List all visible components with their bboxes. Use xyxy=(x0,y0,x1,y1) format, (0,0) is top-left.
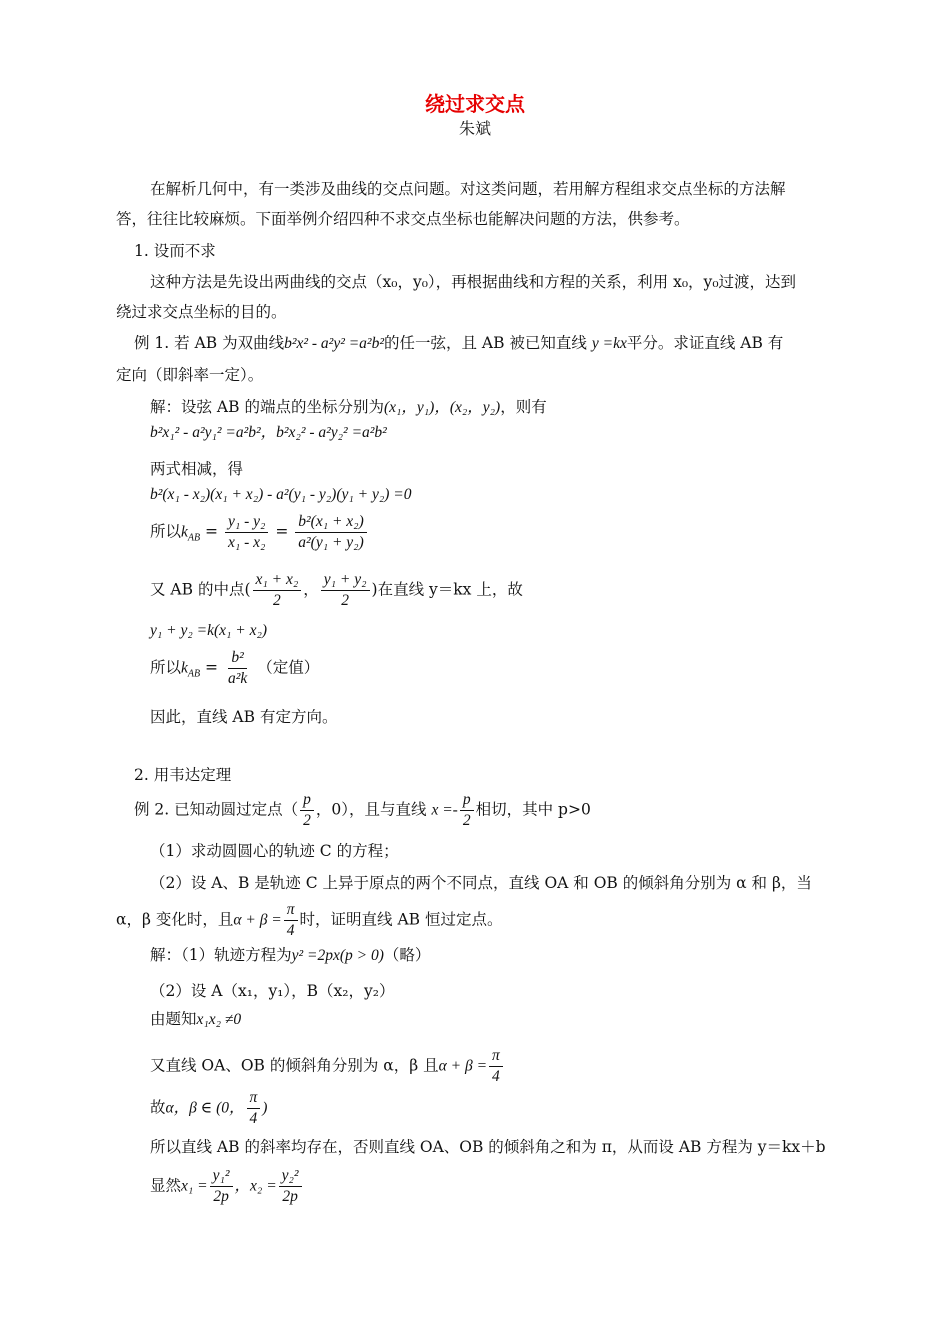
author: 朱斌 xyxy=(458,119,491,138)
solution-1-suffix: ，则有 xyxy=(500,398,547,416)
fraction-b2-over-a2: $\frac{\text{b²(x₁ + x₂)}}{\text{a²(y₁ + y₂)}}$ xyxy=(295,512,366,553)
example-1-mid: 的任一弦，且 AB 被已知直线 xyxy=(383,334,587,352)
example-1-continued: 定向（即斜率一定）。 xyxy=(116,366,264,384)
solution-2-angles: 又直线 OA、OB 的倾斜角分别为 α，β 且α + β = $\frac{\pi}{4}$ xyxy=(150,1046,505,1087)
example-2-statement: 例 2. 已知动圆过定点（ $\frac{p}{2}$ ，0），且与直线 x =- $\frac{p}{2}$ 相切，其中 p>0 xyxy=(134,791,591,829)
midpoint-suffix: 在直线 y＝kx 上，故 xyxy=(377,580,523,599)
fraction-slope-value: $\frac{\text{b²}}{\text{a²k}}$ xyxy=(227,649,248,687)
question-1: （1）求动圆圆心的轨迹 C 的方程； xyxy=(150,842,399,860)
slope-derivation: 所以$k_{AB}$ = $\frac{\text{y₁ - y₂}}{\text{x₁ - x₂}}$ = $\frac{\text{b²(x₁ + x₂)}}{\text{a²(y₁ + y₂)}}$ xyxy=(150,512,369,553)
example-1-prefix: 例 1. 若 AB 为双曲线 xyxy=(134,334,285,352)
question-2-line-1: （2）设 A、B 是轨迹 C 上异于原点的两个不同点，直线 OA 和 OB 的倾斜角分别为 α 和 β，当 xyxy=(150,874,812,892)
endpoint-coordinates: (x₁，y₁)，(x₂，y₂) xyxy=(383,399,501,416)
fraction-y2sq-over-2p: $\frac{\text{y₂²}}{2p}$ xyxy=(279,1166,302,1207)
slope-subscript: AB xyxy=(187,532,201,544)
question-2-line-2: α，β 变化时，且α + β = $\frac{\pi}{4}$ 时，证明直线 AB 恒过定点。 xyxy=(116,901,503,939)
slope-symbol: k xyxy=(181,523,188,541)
solution-1-intro xyxy=(150,396,547,419)
subtract-text: 两式相减，得 xyxy=(150,460,244,478)
page-title: 绕过求交点 xyxy=(425,92,525,116)
example-1-statement xyxy=(134,332,783,355)
fixed-value-label: （定值） xyxy=(257,658,320,677)
sum-equation: y₁ + y₂ =k(x₁ + x₂) xyxy=(150,622,268,639)
line-equation: y =kx xyxy=(591,335,627,352)
section-1-heading: 1. 设而不求 xyxy=(134,242,216,260)
midpoint-prefix: 又 AB 的中点 xyxy=(150,580,245,599)
fraction-p-over-2: $\frac{p}{2}$ xyxy=(300,790,314,831)
solution-2-range: 故α，β ∈ (0， $\frac{\pi}{4}$ ) xyxy=(150,1089,268,1127)
intro-line-2: 答，往往比较麻烦。下面举例介绍四种不求交点坐标也能解决问题的方法，供参考。 xyxy=(116,210,690,228)
fraction-p-over-2-b: $\frac{p}{2}$ xyxy=(460,790,474,831)
solution-2-part-1: 解：（1）轨迹方程为y² =2px(p > 0)（略） xyxy=(150,946,431,964)
conclusion-1: 因此，直线 AB 有定方向。 xyxy=(150,708,338,726)
midpoint-x: $\frac{\text{x₁ + x₂}}{2}$ xyxy=(253,570,302,611)
midpoint-statement: 又 AB 的中点( $\frac{\text{x₁ + x₂}}{2}$ ， $\frac{\text{y₁ + y₂}}{2}$ )在直线 y＝kx 上，故 xyxy=(150,571,523,609)
method-1-desc-1: 这种方法是先设出两曲线的交点（x₀，y₀），再根据曲线和方程的关系，利用 x₀，y₀过渡，达到 xyxy=(150,273,797,291)
solution-2-points: （2）设 A（x₁，y₁），B（x₂，y₂） xyxy=(150,982,395,1000)
example-1-suffix: 平分。求证直线 AB 有 xyxy=(626,334,784,352)
hyperbola-equation: b²x² - a²y² =a²b² xyxy=(284,335,384,352)
slope-result: 所以$k_{AB}$ = $\frac{\text{b²}}{\text{a²k}}$ （定值） xyxy=(150,649,320,687)
method-1-desc-2: 绕过求交点坐标的目的。 xyxy=(116,303,287,321)
fraction-y1sq-over-2p: $\frac{\text{y₁²}}{2p}$ xyxy=(210,1166,233,1207)
section-2-heading: 2. 用韦达定理 xyxy=(134,766,232,784)
solution-2-nonzero: 由题知x₁x₂ ≠0 xyxy=(150,1010,242,1028)
so-text-1: 所以 xyxy=(150,522,182,541)
so-text-2: 所以 xyxy=(150,658,182,677)
fraction-pi-over-4-b: $\frac{\pi}{4}$ xyxy=(489,1046,503,1087)
solution-2-slope-exists: 所以直线 AB 的斜率均存在，否则直线 OA、OB 的倾斜角之和为 π，从而设 AB 方程为 y＝kx＋b xyxy=(150,1138,826,1156)
solution-1-prefix: 解：设弦 AB 的端点的坐标分别为 xyxy=(150,398,384,416)
solution-2-coordinates: 显然x₁ = $\frac{\text{y₁²}}{2p}$ ，x₂ = $\frac{\text{y₂²}}{2p}$ xyxy=(150,1166,304,1207)
directrix-equation: x =- xyxy=(431,801,458,819)
midpoint-y: $\frac{\text{y₁ + y₂}}{2}$ xyxy=(321,570,370,611)
equation-pair: b²x₁² - a²y₁² =a²b²，b²x₂² - a²y₂² =a²b² xyxy=(150,424,387,441)
intro-line-1: 在解析几何中，有一类涉及曲线的交点问题。对这类问题，若用解方程组求交点坐标的方法解 xyxy=(150,180,786,198)
parabola-equation: y² =2px(p > 0) xyxy=(291,947,384,964)
fraction-pi-over-4: $\frac{\pi}{4}$ xyxy=(284,900,298,941)
difference-equation: b²(x₁ - x₂)(x₁ + x₂) - a²(y₁ - y₂)(y₁ + y₂) =0 xyxy=(150,486,412,503)
fraction-pi-over-4-c: $\frac{\pi}{4}$ xyxy=(247,1088,261,1129)
fraction-y-over-x: $\frac{\text{y₁ - y₂}}{\text{x₁ - x₂}}$ xyxy=(225,512,268,553)
